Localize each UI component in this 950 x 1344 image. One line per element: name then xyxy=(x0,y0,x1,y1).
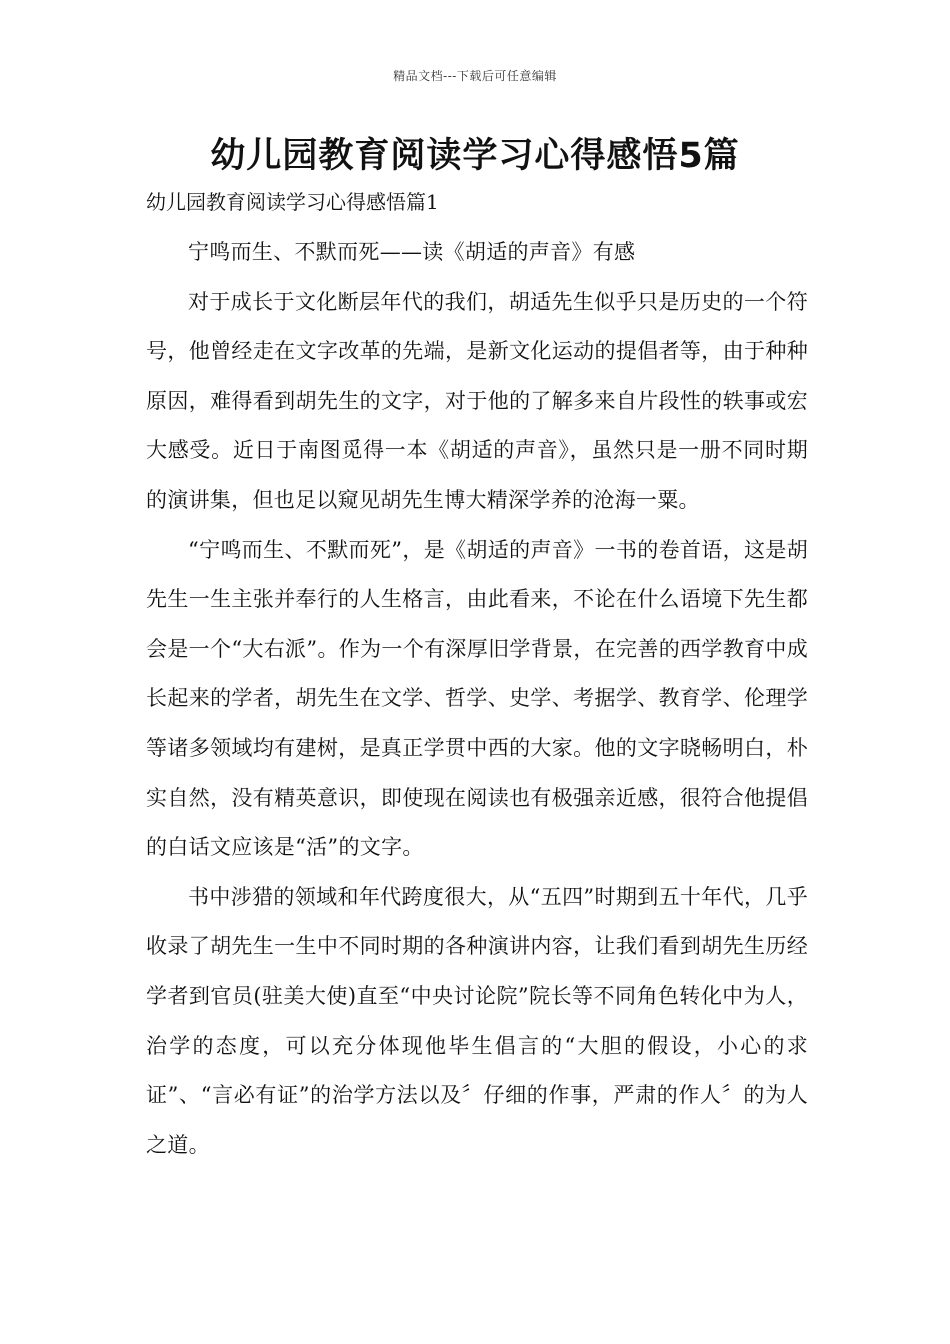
paragraph: “宁鸣而生、不默而死”，是《胡适的声音》一书的卷首语，这是胡先生一生主张并奉行的人生格言，由此看来，不论在什么语境下先生都会是一个“大右派”。作为一个有深厚旧学背景，在完善的西学教育中成长起来的学者，胡先生在文学、哲学、史学、考据学、教育学、伦理学等诸多领域均有建树，是真正学贯中西的大家。他的文字晓畅明白，朴实自然，没有精英意识，即使现在阅读也有极强亲近感，很符合他提倡的白话文应该是“活”的文字。 xyxy=(146,537,808,860)
paragraph: 书中涉猎的领域和年代跨度很大，从“五四”时期到五十年代，几乎收录了胡先生一生中不同时期的各种演讲内容，让我们看到胡先生历经学者到官员(驻美大使)直至“中央讨论院”院长等不同角色转化中为人，治学的态度，可以充分体现他毕生倡言的“大胆的假设，小心的求证”、“言必有证”的治学方法以及〞仔细的作事，严肃的作人〞的为人之道。 xyxy=(146,884,808,1157)
paragraph: 对于成长于文化断层年代的我们，胡适先生似乎只是历史的一个符号，他曾经走在文字改革的先端，是新文化运动的提倡者等，由于种种原因，难得看到胡先生的文字，对于他的了解多来自片段性的轶事或宏大感受。近日于南图觅得一本《胡适的声音》，虽然只是一册不同时期的演讲集，但也足以窥见胡先生博大精深学养的沧海一粟。 xyxy=(146,289,808,512)
body-text xyxy=(146,228,808,1170)
paragraph-subtitle: 宁鸣而生、不默而死——读《胡适的声音》有感 xyxy=(188,240,636,264)
section-heading: 幼儿园教育阅读学习心得感悟篇1 xyxy=(146,190,439,214)
document-title: 幼儿园教育阅读学习心得感悟5篇 xyxy=(210,136,740,176)
header-note: 精品文档---下载后可任意编辑 xyxy=(393,69,557,83)
